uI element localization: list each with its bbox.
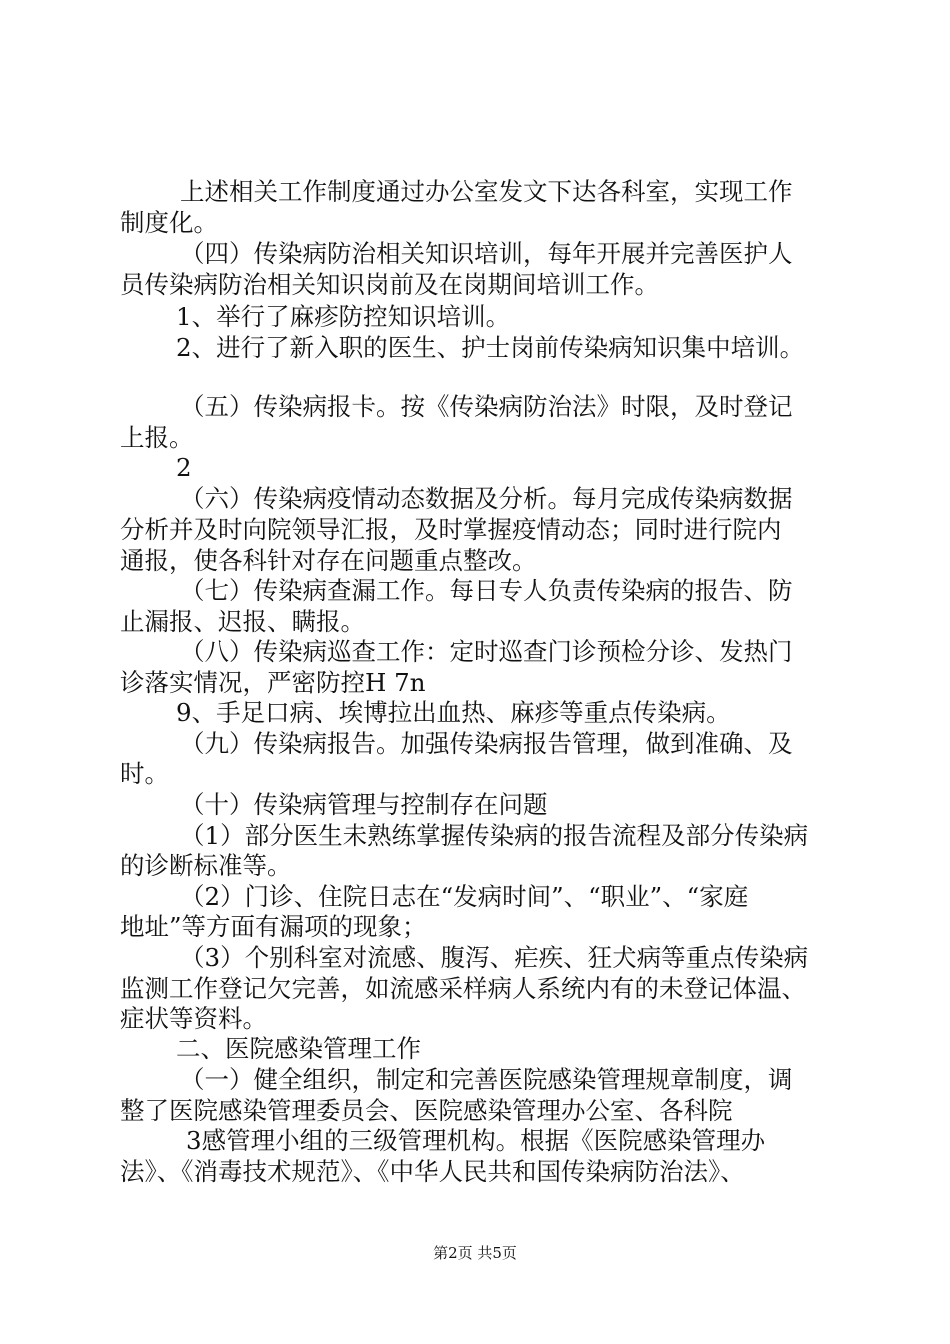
text-line: 2、进行了新入职的医生、护士岗前传染病知识集中培训。 [176,333,805,362]
page-footer: 第2页 共5页 [433,1244,517,1262]
text-line: 员传染病防治相关知识岗前及在岗期间培训工作。 [120,270,659,299]
text-line: 监测工作登记欠完善，如流感采样病人系统内有的未登记体温、 [120,974,806,1003]
text-line: 通报，使各科针对存在问题重点整改。 [120,546,537,575]
text-line: 诊落实情况，严密防控H 7n [120,668,426,697]
text-line: 时。 [120,759,169,788]
text-line: （3）个别科室对流感、腹泻、疟疾、狂犬病等重点传染病 [180,943,809,972]
text-line: 2 [176,453,192,482]
text-line: （七）传染病查漏工作。每日专人负责传染病的报告、防 [180,576,793,605]
text-line: （四）传染病防治相关知识培训，每年开展并完善医护人 [180,239,793,268]
text-line: 3感管理小组的三级管理机构。根据《医院感染管理办 [186,1126,766,1155]
text-line: 1、举行了麻疹防控知识培训。 [176,302,511,331]
text-line: 整了医院感染管理委员会、医院感染管理办公室、各科院 [120,1096,733,1125]
text-line: 二、医院感染管理工作 [176,1034,421,1063]
text-line: （九）传染病报告。加强传染病报告管理，做到准确、及 [180,729,793,758]
text-line: 的诊断标准等。 [120,851,292,880]
text-line: 地址”等方面有漏项的现象； [120,912,427,941]
text-line: 9、手足口病、埃博拉出血热、麻疹等重点传染病。 [176,698,731,727]
text-line: （八）传染病巡查工作：定时巡查门诊预检分诊、发热门 [180,637,793,666]
text-line: 上述相关工作制度通过办公室发文下达各科室，实现工作 [180,177,793,206]
text-line: （五）传染病报卡。按《传染病防治法》时限，及时登记 [180,392,793,421]
text-line: 制度化。 [120,208,218,237]
text-line: （一）健全组织，制定和完善医院感染管理规章制度，调 [180,1065,793,1094]
text-line: 分析并及时向院领导汇报，及时掌握疫情动态；同时进行院内 [120,515,782,544]
text-line: （十）传染病管理与控制存在问题 [180,790,548,819]
text-line: （六）传染病疫情动态数据及分析。每月完成传染病数据 [180,484,793,513]
text-line: 上报。 [120,423,194,452]
text-line: 法》、《消毒技术规范》、《中华人民共和国传染病防治法》、 [120,1157,745,1186]
text-line: 症状等资料。 [120,1004,267,1033]
text-line: 止漏报、迟报、瞒报。 [120,607,365,636]
text-line: （1）部分医生未熟练掌握传染病的报告流程及部分传染病 [180,821,809,850]
text-line: （2）门诊、住院日志在“发病时间”、“职业”、“家庭 [180,882,749,911]
